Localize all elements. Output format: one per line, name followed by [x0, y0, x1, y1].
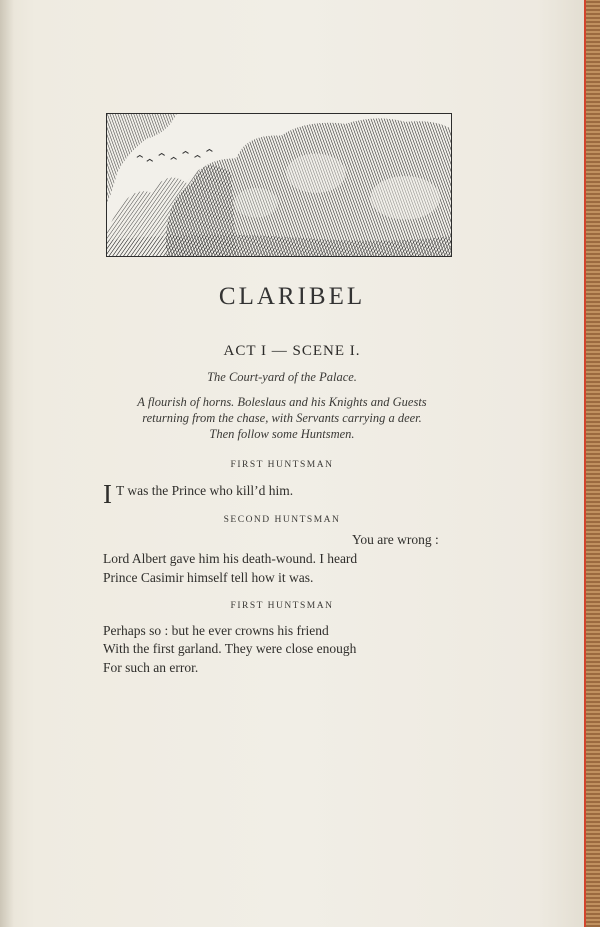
- stage-direction-line: returning from the chase, with Servants carrying a deer.: [142, 411, 422, 425]
- speaker-name: FIRST HUNTSMAN: [230, 460, 334, 470]
- dialogue-line: T was the Prince who kill’d him.: [116, 483, 294, 498]
- stage-direction-line: A flourish of horns. Boleslaus and his Knights and Guests: [137, 395, 427, 409]
- speaker-name: FIRST HUNTSMAN: [230, 601, 334, 611]
- stage-direction-line: Then follow some Huntsmen.: [209, 427, 355, 441]
- speaker-name: SECOND HUNTSMAN: [223, 515, 341, 525]
- dialogue-line: You are wrong :: [352, 532, 439, 547]
- dialogue-line: For such an error.: [103, 660, 199, 675]
- dialogue-line: With the first garland. They were close enough: [103, 641, 357, 656]
- scene-setting: The Court-yard of the Palace.: [207, 370, 357, 384]
- forest-engraving-illustration: [106, 113, 452, 257]
- dialogue-line: Prince Casimir himself tell how it was.: [103, 570, 314, 585]
- dialogue-line: Lord Albert gave him his death-wound. I heard: [103, 551, 358, 566]
- act-scene-heading: ACT I — SCENE I.: [223, 343, 361, 359]
- drop-cap: I: [103, 479, 112, 509]
- play-title: CLARIBEL: [218, 283, 366, 310]
- dialogue-line: Perhaps so : but he ever crowns his friend: [103, 623, 329, 638]
- stage-direction: [70, 394, 494, 442]
